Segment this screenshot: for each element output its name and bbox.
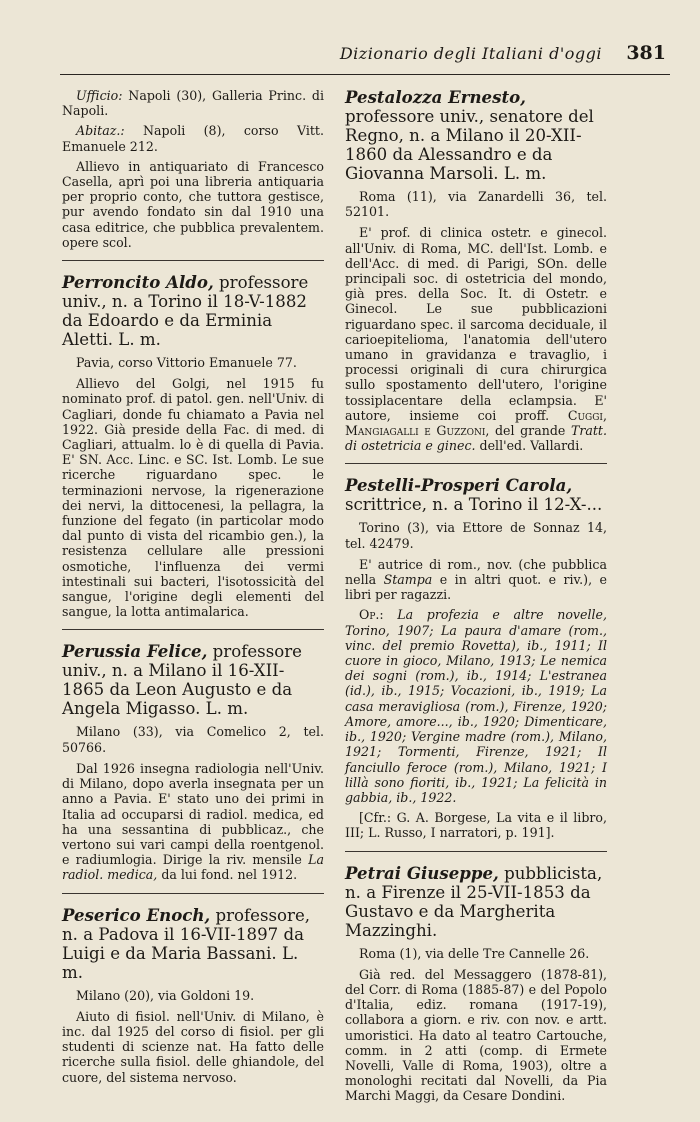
journal-title: La radiol. medica, xyxy=(62,852,324,883)
entry-address: Roma (11), via Zanardelli 36, tel. 52101. xyxy=(345,189,607,220)
entry-divider xyxy=(62,260,324,261)
running-title: Dizionario degli Italiani d'oggi xyxy=(339,44,602,63)
entry-peserico xyxy=(62,906,324,1085)
entry-perroncito xyxy=(62,273,324,619)
entry-heading xyxy=(345,476,607,514)
entry-pestelli xyxy=(345,476,607,840)
entry-heading xyxy=(62,273,324,349)
office-line xyxy=(62,88,324,118)
entry-heading-text: professore univ., senatore del Regno, n. a Milano il 20-XII-1860 da Alessandro e da Giovanna Marsoli. L. m. xyxy=(345,107,594,183)
right-column xyxy=(345,88,607,1114)
entry-divider xyxy=(62,629,324,630)
entry-bio: Allievo del Golgi, nel 1915 fu nominato prof. di patol. gen. nell'Univ. di Cagliari, donde fu chiamato a Pavia nel 1922. Già preside della Fac. di med. di Cagliari, attualm. lo è di quella di Pavia. E' SN. Acc. Linc. e SC. Ist. Lomb. Le sue ricerche riguardano spec. le terminazioni nervose, la rigenerazione dei nervi, la dittocenesi, la pellagra, la funzione del fegato (in particolar modo dal punto di vista del ricambio gen.), la resistenza cellulare alle pressioni osmotiche, l'influenza dei vermi intestinali sui bacteri, l'isotossicità del sangue, l'origine degli elementi del sangue, la lotta antimalarica. xyxy=(62,376,324,620)
bio-text: E' autrice di rom., nov. (che pubblica nella xyxy=(345,556,607,588)
entry-name: Peserico Enoch, xyxy=(62,904,211,925)
entry-heading xyxy=(62,642,324,718)
entry-address: Roma (1), via delle Tre Cannelle 26. xyxy=(359,945,590,961)
bio-text: E' prof. di clinica ostetr. e ginecol. all'Univ. di Roma, MC. dell'Ist. Lomb. e dell'Acc. di med. di Parigi, SOn. delle principali soc. di ostetricia del mondo, già pres. della Soc. It. di Ostetr. e Ginecol. Le sue pubblicazioni riguardano spec. il sarcoma deciduale, il carioepitelioma, l'anatomia dell'utero umano in gravidanza e travaglio, i processi originali di cura chirurgica sullo spostamento dell'utero, l'origine tossiplacentare della eclampsia. E' autore, insieme coi proff. xyxy=(345,225,607,423)
entry-address: Milano (33), via Comelico 2, tel. 50766. xyxy=(62,724,324,755)
office-text: Napoli (30), Galleria Princ. di Napoli. xyxy=(62,88,324,119)
entry-name: Pestalozza Ernesto, xyxy=(345,87,526,107)
works-text: La profezia e altre novelle, Torino, 1907; La paura d'amare (rom., vinc. del premio Rovetta), ib., 1911; Il cuore in gioco, Milano, 1913; Le nemica dei sogni (rom.), ib., 1914; L'estranea (id.), ib., 1915; Vocazioni, ib., 1919; La casa meravigliosa (rom.), Firenze, 1920; Amore, amore..., ib., 1920; Dimenticare, ib., 1920; Vergine madre (rom.), Milano, 1921; Tormenti, Firenze, 1921; Il fanciullo feroce (rom.), Milano, 1921; I lillà sono fioriti, ib., 1921; La felicità in gabbia, ib., 1922. xyxy=(345,607,607,805)
entry-name: Pestelli-Prosperi Carola, xyxy=(345,475,573,496)
entry-bio xyxy=(345,225,607,453)
entry-heading-text: scrittrice, n. a Torino il 12-X-... xyxy=(345,495,603,515)
entry-bio: Aiuto di fisiol. nell'Univ. di Milano, è inc. dal 1925 del corso di fisiol. per gli studenti di scienze nat. Ha fatto delle ricerche sulla fisiol. delle ghiandole, del cuore, del sistema nervoso. xyxy=(62,1008,324,1085)
entry-address: Pavia, corso Vittorio Emanuele 77. xyxy=(76,355,297,371)
entry-name: Perussia Felice, xyxy=(62,641,208,662)
entry-heading-text: professore univ., n. a Milano il 16-XII-1865 da Leon Augusto e da Angela Migasso. L. m. xyxy=(62,642,302,719)
treatise-title: Tratt. di ostetricia e ginec. xyxy=(345,423,607,454)
works-label: Op.: xyxy=(359,607,384,623)
entry-petrai xyxy=(345,864,607,1104)
newspaper-title: Stampa xyxy=(383,572,433,588)
coauthors: Cuggi, Mangiagalli e Guzzoni, xyxy=(345,407,607,439)
home-line xyxy=(62,123,324,153)
entry-name: Perroncito Aldo, xyxy=(62,272,214,293)
bio-text-end: e in altri quot. e riv.), e libri per ragazzi. xyxy=(345,572,607,603)
bio-text-mid: del grande xyxy=(495,423,566,439)
bio-text: Dal 1926 insegna radiologia nell'Univ. di Milano, dopo averla insegnata per un anno a Pavia. E' stato uno dei primi in Italia ad occuparsi di radiol. medica, ed ha una sessantina di pubblicaz., che vertono sui vari campi della roentgenol. e radiumlogia. Dirige la riv. mensile xyxy=(62,760,324,868)
entry-heading-text: pubblicista, n. a Firenze il 25-VII-1853 da Gustavo e da Margherita Mazzinghi. xyxy=(345,863,603,940)
entry-heading xyxy=(345,88,607,183)
entry-bio xyxy=(62,761,324,883)
entry-perussia xyxy=(62,642,324,882)
entry-heading xyxy=(62,906,324,982)
entry-heading-text: professore, n. a Padova il 16-VII-1897 da Luigi e da Maria Bassani. L. m. xyxy=(62,905,311,982)
left-column xyxy=(62,88,324,1095)
office-label: Ufficio: xyxy=(76,88,123,103)
entry-casella-tail xyxy=(62,88,324,250)
bio-text-end: da lui fond. nel 1912. xyxy=(161,867,298,883)
entry-bio: Allievo in antiquariato di Francesco Casella, aprì poi una libreria antiquaria per proprio conto, che tuttora gestisce, pur avendo fondato sin dal 1910 una casa editrice, che pubblica prevalentem. opere scol. xyxy=(62,158,324,250)
entry-divider xyxy=(345,463,607,464)
page-header xyxy=(60,38,670,75)
entry-bio: Già red. del Messaggero (1878-81), del Corr. di Roma (1885-87) e del Popolo d'Italia, ediz. romana (1917-19), collabora a giorn. e riv. con nov. e artt. umoristici. Ha dato al teatro Cartouche, comm. in 2 atti (comp. di Ermete Novelli, Valle di Roma, 1903), oltre a monologhi recitati dal Novelli, da Pia Marchi Maggi, da Cesare Dondini. xyxy=(345,966,607,1104)
entry-address: Torino (3), via Ettore de Sonnaz 14, tel. 42479. xyxy=(345,520,607,551)
entry-heading-text: professore univ., n. a Torino il 18-V-1882 da Edoardo e da Erminia Aletti. L. m. xyxy=(62,273,309,350)
bio-text-end: dell'ed. Vallardi. xyxy=(479,438,584,454)
entry-bio xyxy=(345,557,607,603)
entry-heading xyxy=(345,864,607,940)
bibliography-ref: [Cfr.: G. A. Borgese, La vita e il libro, III; L. Russo, I narratori, p. 191]. xyxy=(345,810,607,841)
home-label: Abitaz.: xyxy=(76,123,125,139)
home-text: Napoli (8), corso Vitt. Emanuele 212. xyxy=(62,123,324,154)
entry-address: Milano (20), via Goldoni 19. xyxy=(76,987,255,1003)
entry-divider xyxy=(345,851,607,852)
entry-pestalozza xyxy=(345,88,607,453)
entry-divider xyxy=(62,893,324,894)
works-list xyxy=(345,607,607,805)
entry-name: Petrai Giuseppe, xyxy=(345,862,499,883)
page-number: 381 xyxy=(626,42,666,64)
